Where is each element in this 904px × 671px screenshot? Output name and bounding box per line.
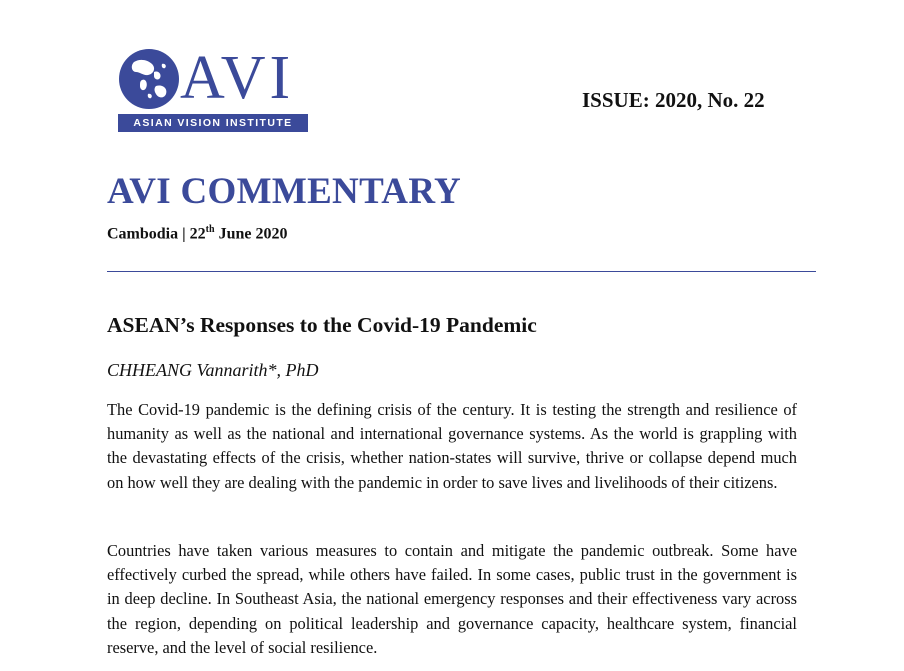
dateline-date: June 2020 (214, 225, 288, 243)
paragraph: Countries have taken various measures to contain and mitigate the pandemic outbreak. Some have effectively curbed the spread, while others have failed. In some cases, public trust in the government is in deep decline. In Southeast Asia, the national emergency responses and their effectiveness vary across the region, depending on political leadership and governance capacity, healthcare system, financial reserve, and the level of social resilience. (107, 541, 797, 657)
avi-logo (118, 44, 308, 134)
logo-letters: AVI (180, 44, 295, 112)
dateline-date-suffix: th (205, 224, 215, 235)
paragraph: The Covid-19 pandemic is the defining crisis of the century. It is testing the strength and resilience of humanity as well as the national and international governance systems. As the world is grappling with the devastating effects of the crisis, whether nation-states will survive, thrive or collapse depend much on how well they are dealing with the pandemic in order to save lives and livelihoods of their citizens. (107, 400, 797, 492)
header-divider (107, 271, 816, 272)
globe-icon (118, 48, 180, 110)
article-author: CHHEANG Vannarith*, PhD (107, 360, 319, 380)
article-title: ASEAN’s Responses to the Covid-19 Pandemic (107, 313, 537, 337)
dateline-location: Cambodia | 22 (107, 225, 206, 243)
issue-number: ISSUE: 2020, No. 22 (582, 88, 765, 112)
logo-organization-name: ASIAN VISION INSTITUTE (118, 114, 308, 132)
page-title: AVI COMMENTARY (107, 171, 462, 212)
dateline (107, 224, 287, 243)
